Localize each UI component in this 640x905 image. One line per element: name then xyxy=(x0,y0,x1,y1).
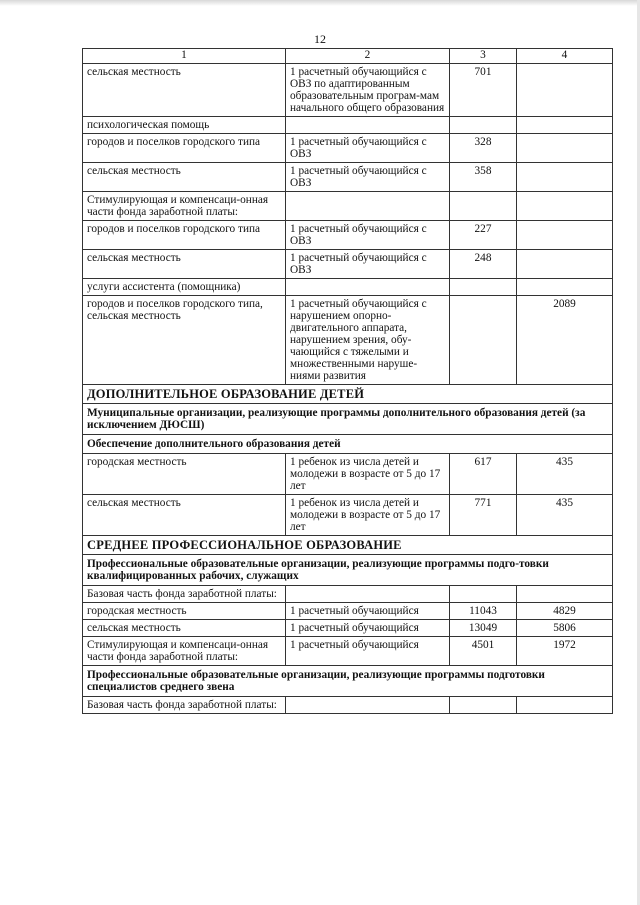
section-heading: СРЕДНЕЕ ПРОФЕССИОНАЛЬНОЕ ОБРАЗОВАНИЕ xyxy=(83,536,613,555)
subsection-heading: Профессиональные образовательные организации, реализующие программы подготовки специалистов среднего звена xyxy=(83,666,613,697)
cell-col-2: 1 расчетный обучающийся с ОВЗ xyxy=(286,163,450,192)
subsection-heading-row xyxy=(83,666,613,697)
cell-col-1: городов и поселков городского типа, сельская местность xyxy=(83,296,286,385)
table-row xyxy=(83,620,613,637)
table-row xyxy=(83,221,613,250)
cell-col-3: 227 xyxy=(450,221,517,250)
cell-col-3: 771 xyxy=(450,495,517,536)
cell-col-4 xyxy=(517,64,613,117)
subsection-heading: Профессиональные образовательные организации, реализующие программы подго-товки квалифицированных рабочих, служащих xyxy=(83,555,613,586)
cell-col-3: 248 xyxy=(450,250,517,279)
cell-col-4: 4829 xyxy=(517,603,613,620)
cell-col-4: 435 xyxy=(517,454,613,495)
cell-col-1: сельская местность xyxy=(83,163,286,192)
cell-col-1: Базовая часть фонда заработной платы: xyxy=(83,697,286,714)
cell-col-4 xyxy=(517,279,613,296)
cell-col-4: 2089 xyxy=(517,296,613,385)
cell-col-4 xyxy=(517,250,613,279)
cell-col-1: сельская местность xyxy=(83,495,286,536)
header-col-2: 2 xyxy=(286,49,450,64)
cell-col-4 xyxy=(517,134,613,163)
cell-col-1: сельская местность xyxy=(83,620,286,637)
cell-col-1: Базовая часть фонда заработной платы: xyxy=(83,586,286,603)
cell-col-4 xyxy=(517,586,613,603)
cell-col-3 xyxy=(450,697,517,714)
table-row xyxy=(83,163,613,192)
cell-col-3: 701 xyxy=(450,64,517,117)
table-row xyxy=(83,637,613,666)
cell-col-2 xyxy=(286,279,450,296)
table-row xyxy=(83,250,613,279)
cell-col-1: городская местность xyxy=(83,603,286,620)
cell-col-4 xyxy=(517,163,613,192)
table-row xyxy=(83,64,613,117)
cell-col-1: городов и поселков городского типа xyxy=(83,221,286,250)
cell-col-2: 1 ребенок из числа детей и молодежи в возрасте от 5 до 17 лет xyxy=(286,495,450,536)
cell-col-2 xyxy=(286,117,450,134)
cell-col-3 xyxy=(450,117,517,134)
subsection-heading-row xyxy=(83,404,613,435)
cell-col-4 xyxy=(517,221,613,250)
subsection-heading-row xyxy=(83,435,613,454)
section-heading: ДОПОЛНИТЕЛЬНОЕ ОБРАЗОВАНИЕ ДЕТЕЙ xyxy=(83,385,613,404)
cell-col-1: Стимулирующая и компенсаци-онная части фонда заработной платы: xyxy=(83,637,286,666)
table-row xyxy=(83,495,613,536)
cell-col-1: сельская местность xyxy=(83,64,286,117)
cell-col-1: городская местность xyxy=(83,454,286,495)
section-heading-row xyxy=(83,385,613,404)
tariff-table xyxy=(82,48,613,714)
cell-col-2: 1 расчетный обучающийся xyxy=(286,620,450,637)
cell-col-2 xyxy=(286,192,450,221)
cell-col-2: 1 расчетный обучающийся xyxy=(286,603,450,620)
cell-col-3: 617 xyxy=(450,454,517,495)
cell-col-2: 1 расчетный обучающийся с ОВЗ xyxy=(286,221,450,250)
cell-col-3: 328 xyxy=(450,134,517,163)
table-row xyxy=(83,603,613,620)
cell-col-4: 1972 xyxy=(517,637,613,666)
cell-col-3 xyxy=(450,279,517,296)
cell-col-2 xyxy=(286,586,450,603)
cell-col-4 xyxy=(517,117,613,134)
header-col-3: 3 xyxy=(450,49,517,64)
cell-col-2: 1 расчетный обучающийся с нарушением опорно-двигательного аппарата, нарушением зрения, обу-чающийся с тяжелыми и множественными наруше-ниями развития xyxy=(286,296,450,385)
cell-col-4 xyxy=(517,192,613,221)
cell-col-1: услуги ассистента (помощника) xyxy=(83,279,286,296)
table-row xyxy=(83,117,613,134)
table-row xyxy=(83,134,613,163)
cell-col-2: 1 расчетный обучающийся с ОВЗ xyxy=(286,250,450,279)
cell-col-2 xyxy=(286,697,450,714)
cell-col-3: 11043 xyxy=(450,603,517,620)
page-number: 12 xyxy=(314,32,326,46)
cell-col-3: 4501 xyxy=(450,637,517,666)
table-row xyxy=(83,454,613,495)
cell-col-3 xyxy=(450,192,517,221)
section-heading-row xyxy=(83,536,613,555)
cell-col-3 xyxy=(450,586,517,603)
cell-col-4: 435 xyxy=(517,495,613,536)
cell-col-3 xyxy=(450,296,517,385)
cell-col-1: Стимулирующая и компенсаци-онная части фонда заработной платы: xyxy=(83,192,286,221)
cell-col-4: 5806 xyxy=(517,620,613,637)
subsection-heading-row xyxy=(83,555,613,586)
cell-col-2: 1 расчетный обучающийся с ОВЗ по адаптированным образовательным програм-мам начального общего образования xyxy=(286,64,450,117)
header-col-4: 4 xyxy=(517,49,613,64)
header-col-1: 1 xyxy=(83,49,286,64)
table-row xyxy=(83,697,613,714)
table-body xyxy=(83,49,613,714)
cell-col-1: психологическая помощь xyxy=(83,117,286,134)
cell-col-2: 1 ребенок из числа детей и молодежи в возрасте от 5 до 17 лет xyxy=(286,454,450,495)
cell-col-2: 1 расчетный обучающийся xyxy=(286,637,450,666)
cell-col-4 xyxy=(517,697,613,714)
table-header-row xyxy=(83,49,613,64)
cell-col-1: сельская местность xyxy=(83,250,286,279)
cell-col-1: городов и поселков городского типа xyxy=(83,134,286,163)
subsection-heading: Муниципальные организации, реализующие программы дополнительного образования детей (за исключением ДЮСШ) xyxy=(83,404,613,435)
table-row xyxy=(83,192,613,221)
table-row xyxy=(83,296,613,385)
cell-col-2: 1 расчетный обучающийся с ОВЗ xyxy=(286,134,450,163)
subsection-heading: Обеспечение дополнительного образования детей xyxy=(83,435,613,454)
table-row xyxy=(83,586,613,603)
cell-col-3: 358 xyxy=(450,163,517,192)
scan-top-edge xyxy=(0,0,640,6)
table-row xyxy=(83,279,613,296)
cell-col-3: 13049 xyxy=(450,620,517,637)
